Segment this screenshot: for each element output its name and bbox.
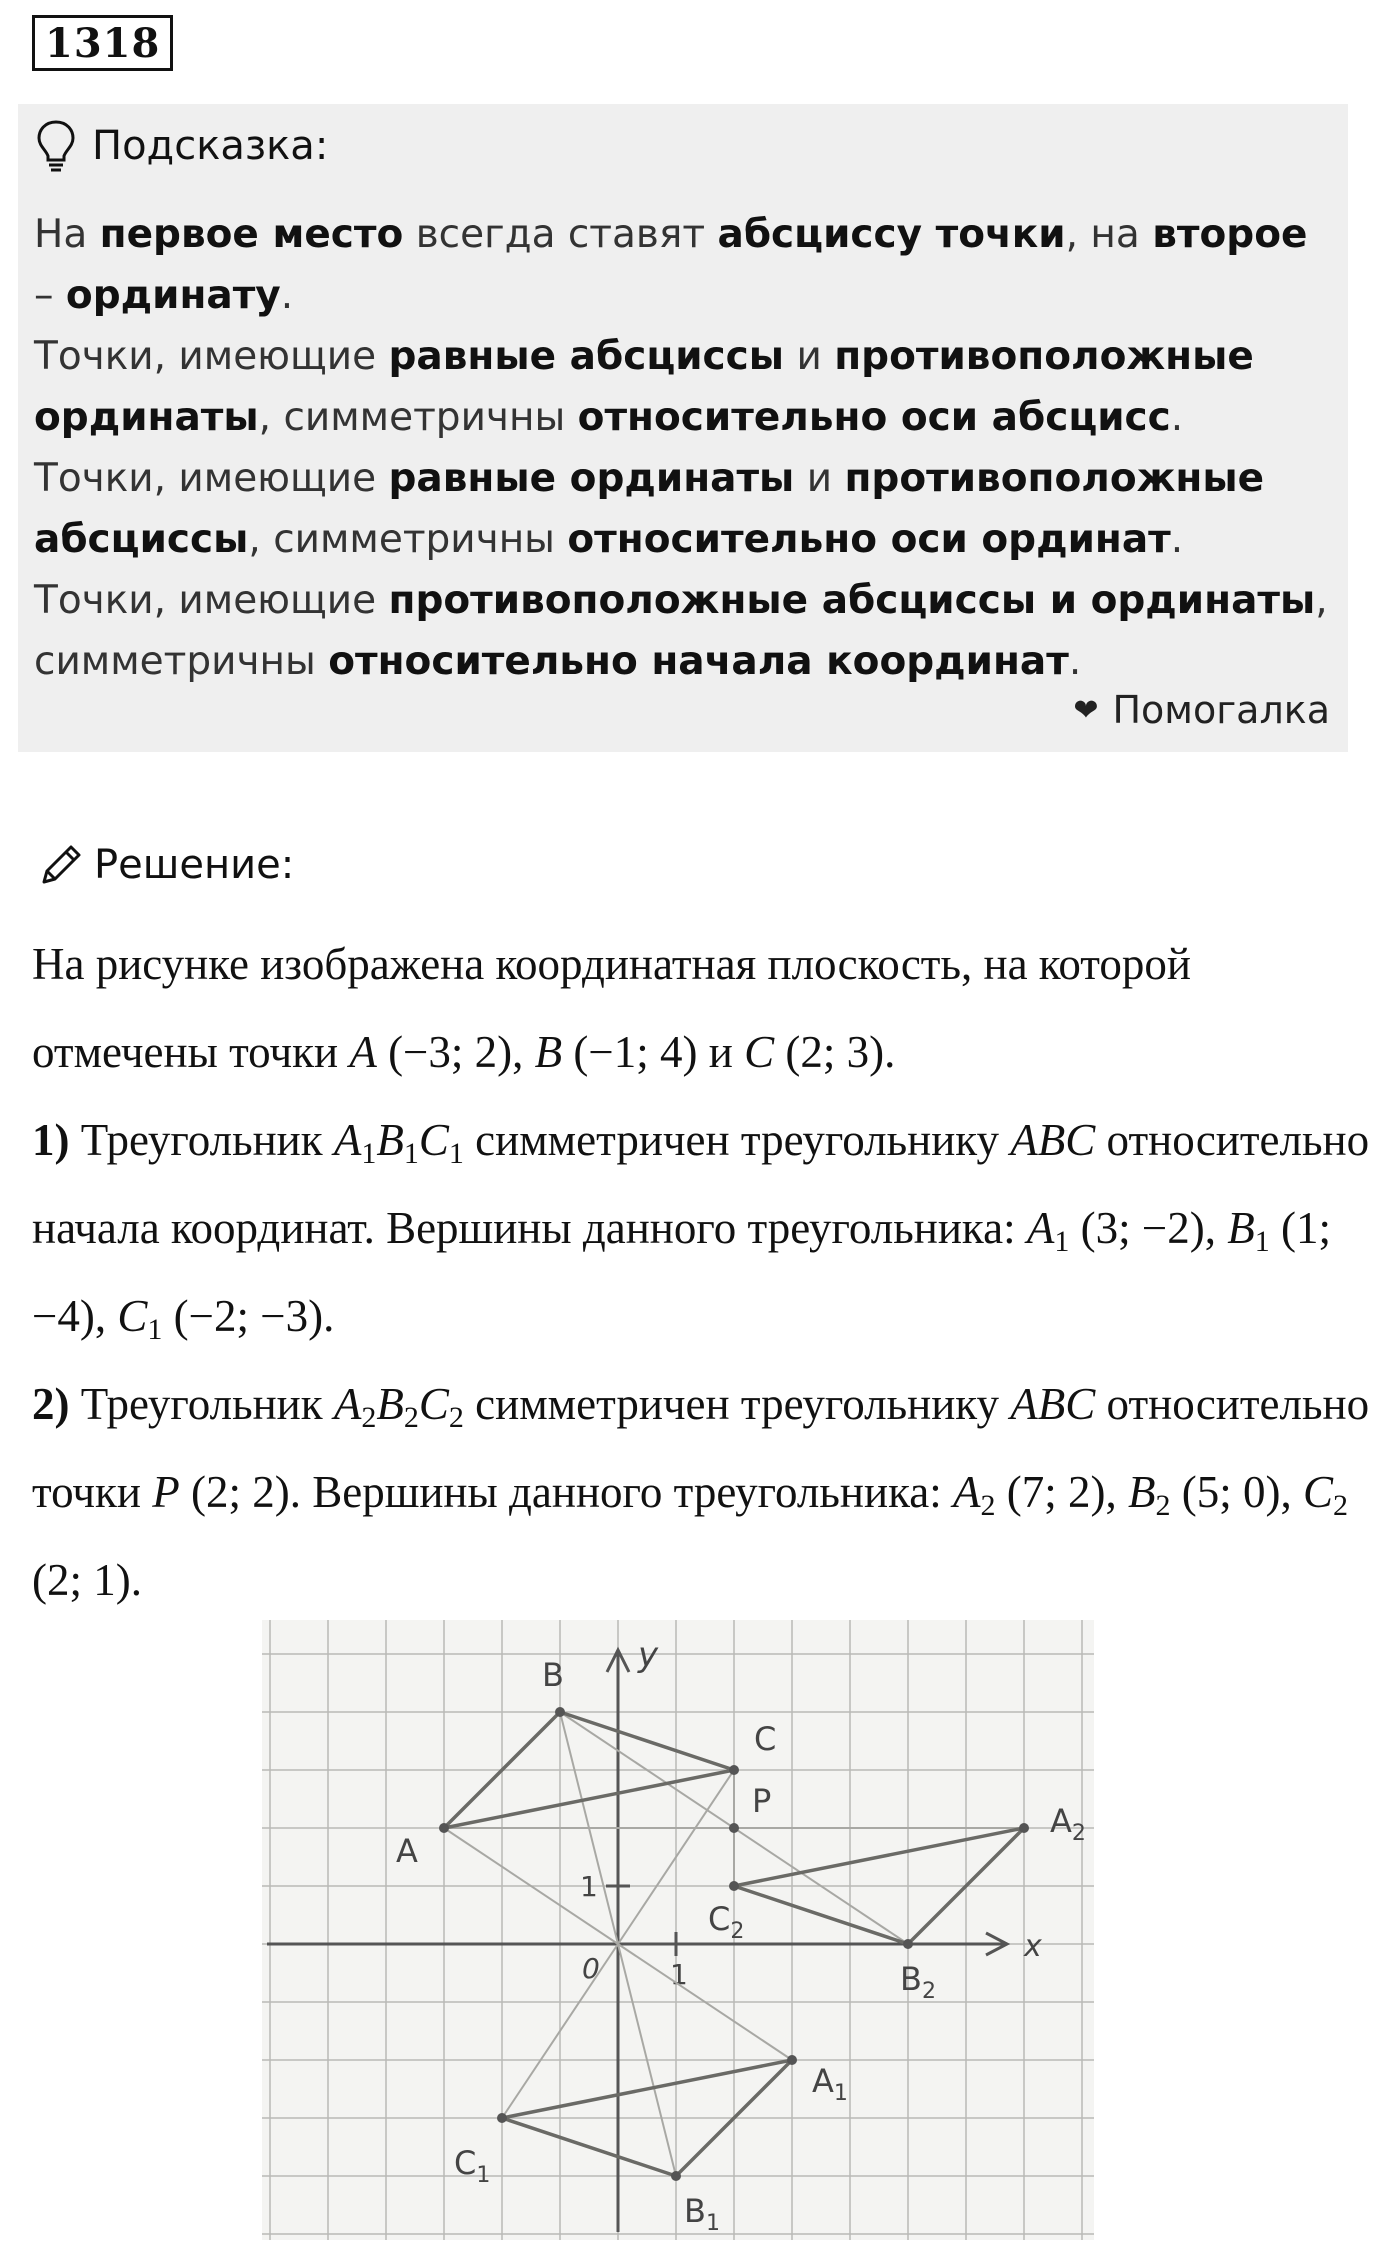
bold-text: относительно начала координат xyxy=(328,639,1069,684)
bold-text: ординату xyxy=(65,273,281,318)
hint-title: Подсказка: xyxy=(92,123,329,169)
bold-text: противоположные абсциссы и ординаты xyxy=(388,578,1316,623)
text: , симметричны xyxy=(34,578,1328,684)
heart-icon: ❤ xyxy=(1073,692,1099,728)
text: (7; 2), xyxy=(995,1467,1128,1517)
hint-paragraph xyxy=(34,204,1334,326)
point-marker xyxy=(555,1707,565,1717)
text: Треугольник xyxy=(69,1379,334,1429)
point-marker xyxy=(787,2055,797,2065)
bold-text: равные абсциссы xyxy=(388,334,785,379)
hint-box xyxy=(18,104,1348,752)
subscript: 2 xyxy=(980,1489,996,1522)
point-label-subscript: 1 xyxy=(705,2211,720,2236)
point-name: C xyxy=(418,1379,449,1429)
hint-signature xyxy=(1073,688,1330,732)
point-name: A xyxy=(349,1027,377,1077)
text: , симметричны xyxy=(258,395,578,440)
point-marker xyxy=(439,1823,449,1833)
pencil-icon xyxy=(36,840,86,890)
text: На xyxy=(34,212,100,257)
bold-text: противоположные ординаты xyxy=(34,334,1254,440)
point-name: B xyxy=(1227,1203,1255,1253)
text: и xyxy=(784,334,835,379)
point-name: B xyxy=(376,1379,404,1429)
point-label-subscript: 1 xyxy=(833,2081,848,2106)
text: (2; 1). xyxy=(32,1555,142,1605)
text: симметричен треугольнику xyxy=(463,1379,1011,1429)
point-marker xyxy=(903,1939,913,1949)
text: . xyxy=(280,273,294,318)
text: Точки, имеющие xyxy=(34,334,389,379)
text: , на xyxy=(1065,212,1153,257)
point-marker xyxy=(729,1765,739,1775)
point-label: P xyxy=(752,1782,772,1820)
solution-item-2 xyxy=(32,1360,1372,1624)
text: (5; 0), xyxy=(1170,1467,1303,1517)
hint-paragraph xyxy=(34,448,1334,570)
point-label: $A_1$ xyxy=(812,2062,848,2106)
point-name: P xyxy=(152,1467,180,1517)
point-label: $C_1$ xyxy=(454,2144,491,2188)
subscript: 1 xyxy=(1254,1225,1270,1258)
bold-text: относительно оси ординат xyxy=(567,517,1171,562)
subscript: 2 xyxy=(1155,1489,1171,1522)
point-label-subscript: 2 xyxy=(730,1919,745,1944)
y-tick-label: 1 xyxy=(580,1870,598,1903)
solution-body xyxy=(32,920,1372,1624)
point-name: B xyxy=(1127,1467,1156,1517)
coordinate-plane-figure xyxy=(262,1620,1094,2240)
lightbulb-icon xyxy=(34,118,78,174)
point-name: B xyxy=(534,1027,563,1077)
hint-header xyxy=(34,118,328,174)
point-label: C xyxy=(754,1720,777,1758)
text: (1; −4), xyxy=(32,1203,1331,1341)
point-name: C xyxy=(418,1115,449,1165)
point-label-subscript: 2 xyxy=(1071,1821,1086,1846)
point-label-subscript: 2 xyxy=(921,1979,936,2004)
solution-intro xyxy=(32,920,1372,1096)
subscript: 2 xyxy=(448,1401,464,1434)
point-name: A xyxy=(1026,1203,1055,1253)
text: . xyxy=(1068,639,1082,684)
point-name: A xyxy=(333,1115,362,1165)
solution-title: Решение: xyxy=(94,842,295,888)
x-axis-label: x xyxy=(1024,1929,1042,1964)
bold-text: второе xyxy=(1152,212,1308,257)
point-label: $B_2$ xyxy=(900,1960,936,2004)
task-number: 1318 xyxy=(32,15,173,71)
subscript: 1 xyxy=(147,1313,163,1346)
text: относительно начала координат. Вершины данного треугольника: xyxy=(32,1115,1370,1253)
hint-paragraph xyxy=(34,326,1334,448)
paper-background xyxy=(262,1620,1094,2240)
subscript: 1 xyxy=(403,1137,419,1170)
solution-header xyxy=(36,840,294,890)
hint-body xyxy=(34,204,1334,692)
bold-text: абсциссу точки xyxy=(717,212,1066,257)
bold-text: первое место xyxy=(99,212,404,257)
text: всегда ставят xyxy=(403,212,718,257)
text: . xyxy=(1170,517,1184,562)
text: – xyxy=(34,273,66,318)
text: , симметричны xyxy=(248,517,568,562)
point-name: A xyxy=(333,1379,362,1429)
text: симметричен треугольнику xyxy=(463,1115,1011,1165)
text: (−2; −3). xyxy=(162,1291,335,1341)
subscript: 2 xyxy=(1332,1489,1348,1522)
point-marker xyxy=(729,1881,739,1891)
item-number: 2) xyxy=(32,1379,70,1429)
triangle-name: ABC xyxy=(1010,1115,1096,1165)
point-marker xyxy=(671,2171,681,2181)
point-label: A xyxy=(396,1832,418,1870)
point-label-subscript: 1 xyxy=(476,2163,491,2188)
hint-paragraph xyxy=(34,570,1334,692)
point-label: $A_2$ xyxy=(1050,1802,1086,1846)
x-tick-label: 1 xyxy=(670,1958,688,1991)
subscript: 1 xyxy=(361,1137,377,1170)
point-marker xyxy=(1019,1823,1029,1833)
text: относительно точки xyxy=(32,1379,1370,1517)
origin-label: 0 xyxy=(582,1952,600,1985)
bold-text: равные ординаты xyxy=(388,456,795,501)
signature-text: Помогалка xyxy=(1112,688,1330,732)
point-marker xyxy=(497,2113,507,2123)
text: (3; −2), xyxy=(1069,1203,1228,1253)
point-name: C xyxy=(1302,1467,1333,1517)
text: (−3; 2), xyxy=(376,1027,535,1077)
point-name: C xyxy=(744,1027,775,1077)
point-marker xyxy=(729,1823,739,1833)
bold-text: относительно оси абсцисс xyxy=(577,395,1171,440)
text: (−1; 4) и xyxy=(562,1027,745,1077)
text: . xyxy=(1170,395,1184,440)
point-label: $B_1$ xyxy=(684,2192,720,2236)
triangle-name: ABC xyxy=(1010,1379,1096,1429)
text: Точки, имеющие xyxy=(34,456,389,501)
point-label: $C_2$ xyxy=(708,1900,745,1944)
text: (2; 2). Вершины данного треугольника: xyxy=(179,1467,953,1517)
text: Треугольник xyxy=(69,1115,334,1165)
solution-item-1 xyxy=(32,1096,1372,1360)
point-name: C xyxy=(117,1291,148,1341)
subscript: 1 xyxy=(1054,1225,1070,1258)
item-number: 1) xyxy=(32,1115,70,1165)
point-name: A xyxy=(952,1467,981,1517)
text: и xyxy=(794,456,845,501)
bold-text: противоположные абсциссы xyxy=(34,456,1265,562)
point-label: B xyxy=(542,1656,564,1694)
subscript: 2 xyxy=(361,1401,377,1434)
text: На рисунке изображена координатная плоскость, на которой отмечены точки xyxy=(32,939,1191,1077)
point-name: B xyxy=(376,1115,404,1165)
subscript: 2 xyxy=(403,1401,419,1434)
y-axis-label: y xyxy=(638,1635,659,1675)
text: Точки, имеющие xyxy=(34,578,389,623)
subscript: 1 xyxy=(448,1137,464,1170)
text: (2; 3). xyxy=(774,1027,896,1077)
